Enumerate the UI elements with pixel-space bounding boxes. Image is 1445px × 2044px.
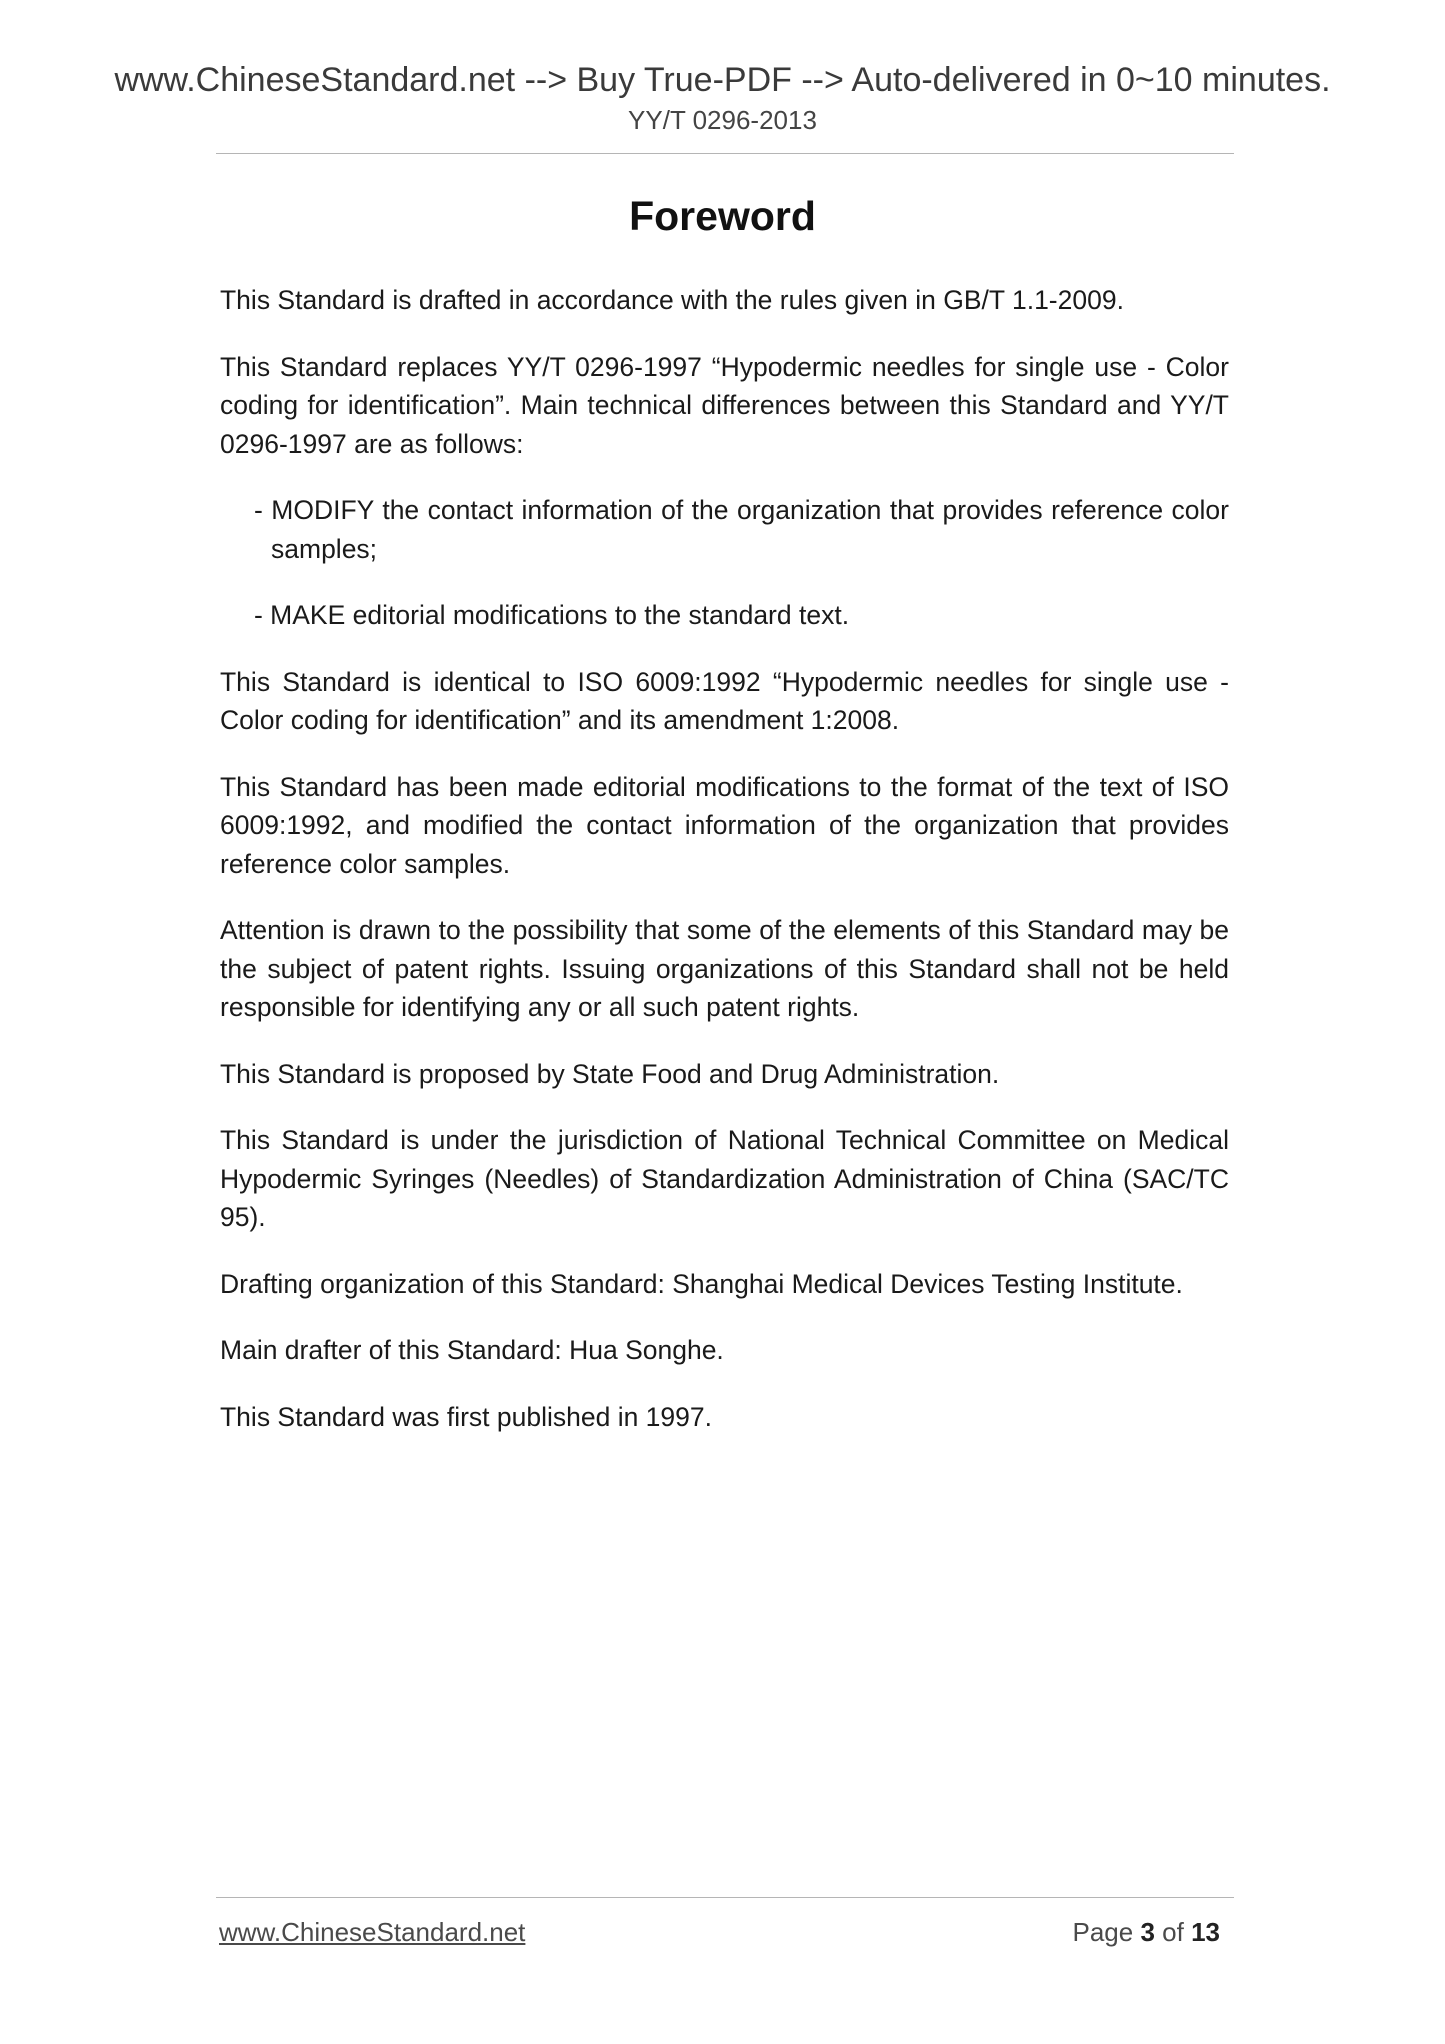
page-current: 3 [1140, 1917, 1155, 1947]
header-banner: www.ChineseStandard.net --> Buy True-PDF --> Auto-delivered in 0~10 minutes. [114, 61, 1331, 99]
page-indicator [1072, 1915, 1220, 1949]
footer-website-link[interactable]: www.ChineseStandard.net [219, 1917, 526, 1947]
list-item-modify: - MODIFY the contact information of the organization that provides reference color samples; [254, 495, 1229, 564]
foreword-body [220, 281, 1229, 1464]
paragraph-editorial: This Standard has been made editorial modifications to the format of the text of ISO 6009:1992, and modified the contact information of the organization that provides reference color samples. [220, 771, 1229, 879]
paragraph-proposed: This Standard is proposed by State Food and Drug Administration. [220, 1058, 1000, 1089]
paragraph-drafting-rules: This Standard is drafted in accordance with the rules given in GB/T 1.1-2009. [220, 285, 1124, 315]
paragraph-patent: Attention is drawn to the possibility that some of the elements of this Standard may be the subject of patent rights. Issuing organizations of this Standard shall not be held responsible for identifying any or all such patent rights. [220, 915, 1229, 1022]
paragraph-identical: This Standard is identical to ISO 6009:1992 “Hypodermic needles for single use - Color coding for identification” and its amendment 1:2008. [220, 666, 1229, 735]
paragraph-replaces: This Standard replaces YY/T 0296-1997 “Hypodermic needles for single use - Color coding for identification”. Main technical differences between this Standard and YY/T 0296-1997 are as follows: [220, 351, 1229, 459]
page-title: Foreword [629, 193, 816, 239]
list-item-make: - MAKE editorial modifications to the standard text. [254, 600, 850, 630]
header-divider [216, 153, 1234, 154]
page-of: of [1162, 1917, 1184, 1947]
paragraph-first-published: This Standard was first published in 1997. [220, 1401, 712, 1432]
paragraph-jurisdiction: This Standard is under the jurisdiction of National Technical Committee on Medical Hypodermic Syringes (Needles) of Standardization Administration of China (SAC/TC 95). [220, 1125, 1229, 1232]
page-prefix: Page [1072, 1917, 1134, 1947]
paragraph-drafter: Main drafter of this Standard: Hua Songhe. [220, 1335, 724, 1365]
footer-divider [216, 1897, 1234, 1898]
paragraph-drafting-org: Drafting organization of this Standard: Shanghai Medical Devices Testing Institute. [220, 1268, 1183, 1299]
document-number: YY/T 0296-2013 [628, 105, 817, 135]
page-total: 13 [1191, 1917, 1220, 1947]
